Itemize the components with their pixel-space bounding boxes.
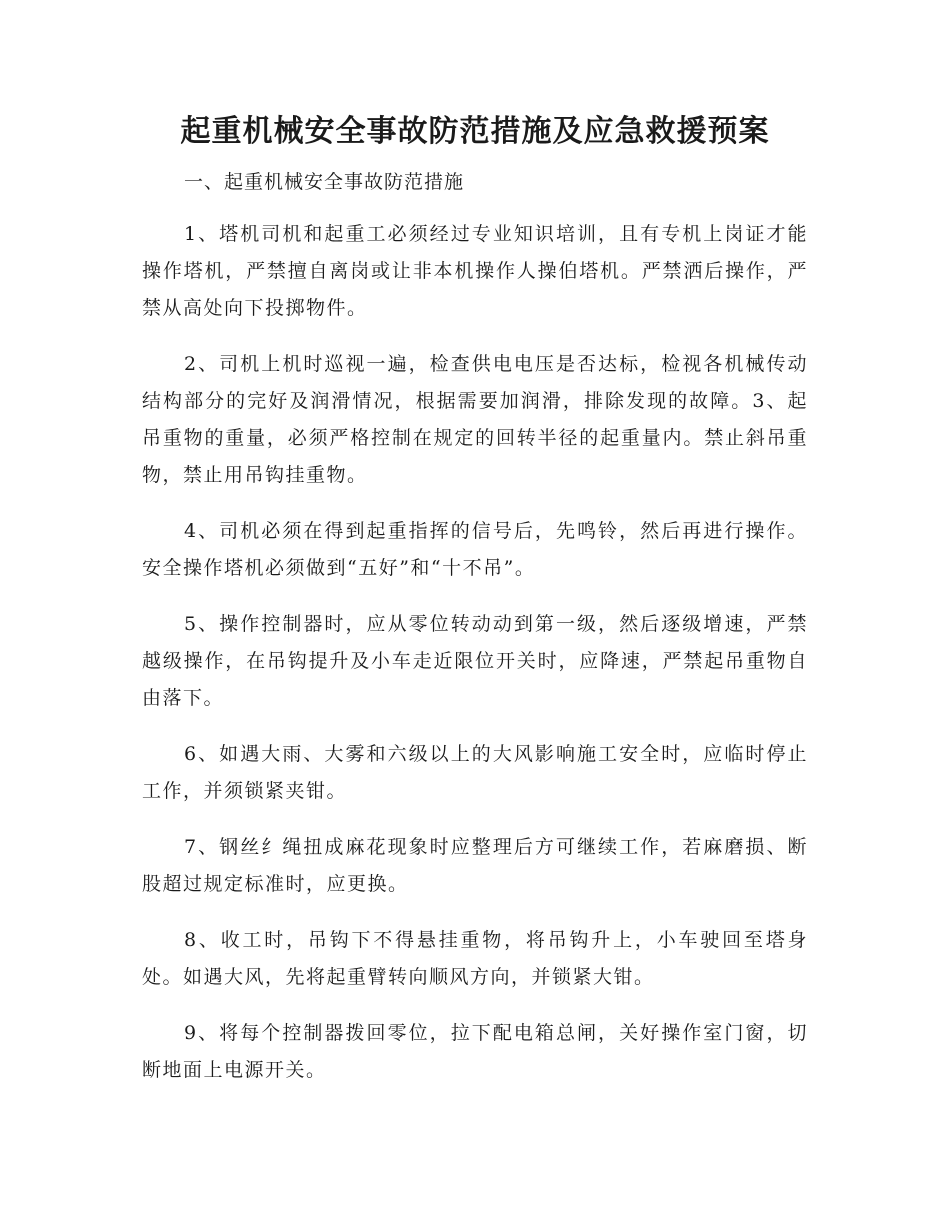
document-title: 起重机械安全事故防范措施及应急救援预案	[180, 114, 770, 149]
paragraph-7: 7、钢丝纟绳扭成麻花现象时应整理后方可继续工作，若麻磨损、断股超过规定标准时，应更换。	[142, 836, 808, 895]
paragraph-2: 2、司机上机时巡视一遍，检查供电电压是否达标，检视各机械传动结构部分的完好及润滑情况，根据需要加润滑，排除发现的故障。	[142, 353, 808, 412]
paragraph-3: 3、起吊重物的重量，必须严格控制在规定的回转半径的起重量内。禁止斜吊重物，禁止用吊钩挂重物。	[142, 390, 808, 486]
section-heading: 一、起重机械安全事故防范措施	[184, 171, 465, 193]
paragraph-2-3	[142, 346, 808, 494]
paragraph-9: 9、将每个控制器拨回零位，拉下配电箱总闸，关好操作室门窗，切断地面上电源开关。	[142, 1022, 808, 1081]
paragraph-6: 6、如遇大雨、大雾和六级以上的大风影响施工安全时，应临时停止工作，并须锁紧夹钳。	[142, 743, 808, 802]
paragraph-4: 4、司机必须在得到起重指挥的信号后，先鸣铃，然后再进行操作。安全操作塔机必须做到“五好”和“十不吊”。	[142, 520, 808, 579]
paragraph-1: 1、塔机司机和起重工必须经过专业知识培训，且有专机上岗证才能操作塔机，严禁擅自离岗或让非本机操作人操伯塔机。严禁洒后操作，严禁从高处向下投掷物件。	[142, 223, 808, 319]
paragraph-5: 5、操作控制器时，应从零位转动动到第一级，然后逐级增速，严禁越级操作，在吊钩提升及小车走近限位开关时，应降速，严禁起吊重物自由落下。	[142, 613, 808, 709]
paragraph-8: 8、收工时，吊钩下不得悬挂重物，将吊钩升上，小车驶回至塔身处。如遇大风，先将起重臂转向顺风方向，并锁紧大钳。	[142, 929, 808, 988]
